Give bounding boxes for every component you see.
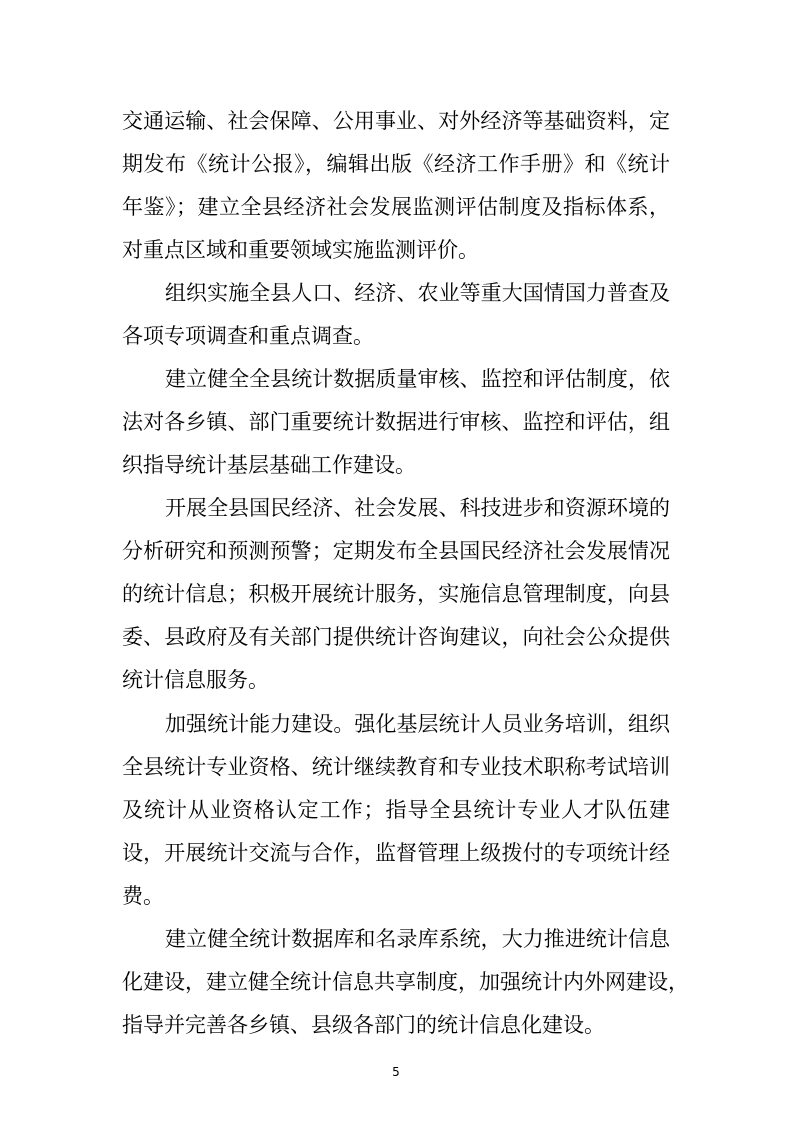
paragraph-line: 交通运输、社会保障、公用事业、对外经济等基础资料，定	[122, 109, 670, 133]
paragraph-line: 分析研究和预测预警；定期发布全县国民经济社会发展情况	[122, 539, 670, 563]
paragraph-line: 年鉴》；建立全县经济社会发展监测评估制度及指标体系，	[122, 195, 670, 219]
paragraph-line: 统计信息服务。	[122, 668, 269, 692]
paragraph-line: 法对各乡镇、部门重要统计数据进行审核、监控和评估，组	[122, 410, 670, 434]
paragraph-line: 的统计信息；积极开展统计服务，实施信息管理制度，向县	[122, 582, 670, 606]
page-number: 5	[392, 1065, 400, 1079]
paragraph-line: 委、县政府及有关部门提供统计咨询建议，向社会公众提供	[122, 625, 670, 649]
paragraph-line: 对重点区域和重要领域实施监测评价。	[122, 238, 479, 262]
paragraph-line: 全县统计专业资格、统计继续教育和专业技术职称考试培训	[122, 755, 670, 779]
paragraph-line: 织指导统计基层基础工作建设。	[122, 453, 416, 477]
paragraph-line: 各项专项调查和重点调查。	[122, 324, 374, 348]
paragraph-line: 化建设，建立健全统计信息共享制度，加强统计内外网建设，	[122, 970, 689, 994]
paragraph-line: 建立健全全县统计数据质量审核、监控和评估制度，依	[165, 367, 670, 391]
paragraph-line: 指导并完善各乡镇、县级各部门的统计信息化建设。	[122, 1013, 605, 1037]
paragraph-line: 设，开展统计交流与合作，监督管理上级拨付的专项统计经	[122, 841, 670, 865]
paragraph-line: 组织实施全县人口、经济、农业等重大国情国力普查及	[165, 281, 670, 305]
paragraph-line: 建立健全统计数据库和名录库系统，大力推进统计信息	[165, 927, 670, 951]
paragraph-line: 开展全县国民经济、社会发展、科技进步和资源环境的	[165, 496, 670, 520]
paragraph-line: 期发布《统计公报》，编辑出版《经济工作手册》和《统计	[122, 152, 670, 176]
paragraph-line: 加强统计能力建设。强化基层统计人员业务培训，组织	[165, 712, 670, 736]
paragraph-line: 及统计从业资格认定工作；指导全县统计专业人才队伍建	[122, 798, 670, 822]
paragraph-line: 费。	[122, 884, 164, 908]
